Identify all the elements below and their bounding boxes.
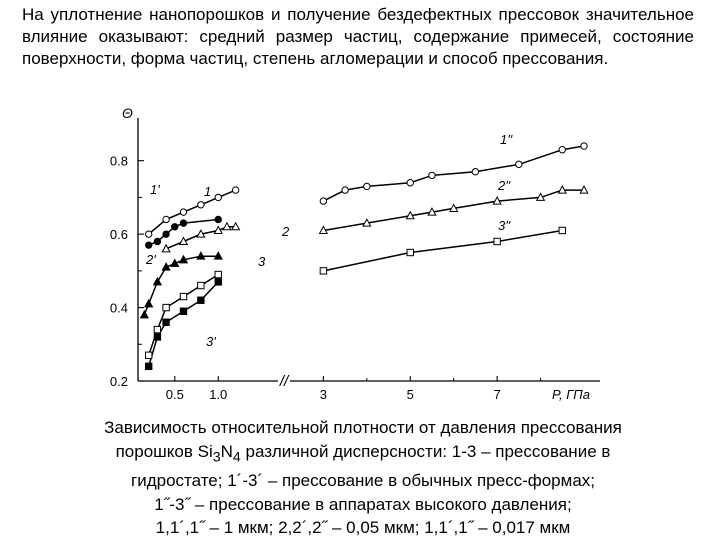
marker-3-prime [163,319,169,325]
marker-3-prime [198,297,204,303]
caption-line-5: 1,1´,1˝ – 1 мкм; 2,2´,2˝ – 0,05 мкм; 1,1´,1˝ – 0,017 мкм [155,518,571,538]
y-tick-label-0.4: 0.4 [109,300,128,316]
marker-3-prime [180,308,186,314]
curve-label-1-double-prime: 1'' [500,132,513,147]
caption-line-2-end: различной дисперсности: 1-3 – прессование в [240,441,611,461]
marker-1-double-prime [516,161,522,167]
curve-label-3-prime: 3' [206,334,216,349]
marker-3 [154,326,160,332]
marker-2-prime [154,278,162,285]
subscript-4: 4 [232,448,241,465]
curve-1 [149,190,236,234]
marker-3 [180,293,186,299]
caption-line-1: Зависимость относительной плотности от давления прессования [104,418,622,437]
marker-1-double-prime [472,169,478,175]
marker-1 [145,231,151,237]
x-tick-label-3: 3 [319,387,327,402]
chart-labels [110,105,590,402]
marker-3 [198,282,204,288]
caption-line-3: гидростате; 1´-3´ – прессование в обычных пресс-формах; [131,471,595,491]
marker-1 [180,209,186,215]
intro-paragraph: На уплотнение нанопорошков и получение бездефектных прессовок значительное влияние оказывают: средний размер частиц, содержание примесей, состояние поверхности, форма частиц, степень агломерации и способ прессования. [22,5,694,68]
y-tick-label-0.6: 0.6 [109,227,128,243]
marker-2-prime [145,300,153,307]
y-axis-label: Θ [122,105,133,121]
y-tick-label-0.2: 0.2 [109,374,128,389]
caption-line-2-n: N [220,441,233,461]
caption-line-4: 1˝-3˝ – прессование в аппаратах высокого давления; [154,494,572,514]
marker-1-prime [163,231,169,237]
subscript-3: 3 [212,448,221,465]
marker-3-double-prime [407,249,413,255]
marker-3 [215,271,221,277]
marker-3-double-prime [494,238,500,244]
figure-caption [20,416,706,540]
curve-label-1: 1 [204,184,212,199]
caption-line-2-start: порошков Si [115,441,213,461]
marker-1-prime [180,220,186,226]
marker-3-double-prime [559,227,565,233]
marker-1 [163,216,169,222]
marker-1 [215,194,221,200]
marker-1 [232,187,238,193]
x-tick-label-5: 5 [406,387,414,402]
marker-1-double-prime [407,180,413,186]
y-tick-label-0.8: 0.8 [109,153,128,169]
marker-3-prime [215,279,221,285]
marker-3-prime [154,334,160,340]
marker-2-prime [141,311,149,318]
marker-3-prime [145,363,151,369]
marker-3-double-prime [320,268,326,274]
curve-label-1-prime: 1' [150,182,160,197]
marker-1-prime [145,242,151,248]
x-axis-label: P, ГПа [552,387,590,402]
curve-label-2: 2 [282,224,290,239]
curve-label-3-double-prime: 3'' [498,218,511,233]
marker-1-prime [172,224,178,230]
curve-3-double-prime [323,231,562,271]
marker-1-double-prime [342,187,348,193]
marker-1-double-prime [581,143,587,149]
x-tick-label-7: 7 [493,387,501,402]
x-tick-label-1.0: 1.0 [209,387,228,402]
marker-1-prime [154,238,160,244]
curve-1-double-prime [323,146,584,201]
marker-1-prime [215,216,221,222]
density-vs-pressure-chart [0,96,720,416]
marker-3 [145,352,151,358]
marker-3 [163,304,169,310]
caption-line-2 [20,440,706,470]
marker-1-double-prime [429,172,435,178]
marker-1-double-prime [320,198,326,204]
marker-1 [198,202,204,208]
axis-break-mark: // [279,373,289,390]
curve-label-3: 3 [258,254,266,269]
marker-1-double-prime [364,183,370,189]
marker-1-double-prime [559,147,565,153]
curve-label-2-double-prime: 2'' [498,178,511,193]
x-tick-label-0.5: 0.5 [165,387,184,402]
curve-label-2-prime: 2' [146,252,156,267]
